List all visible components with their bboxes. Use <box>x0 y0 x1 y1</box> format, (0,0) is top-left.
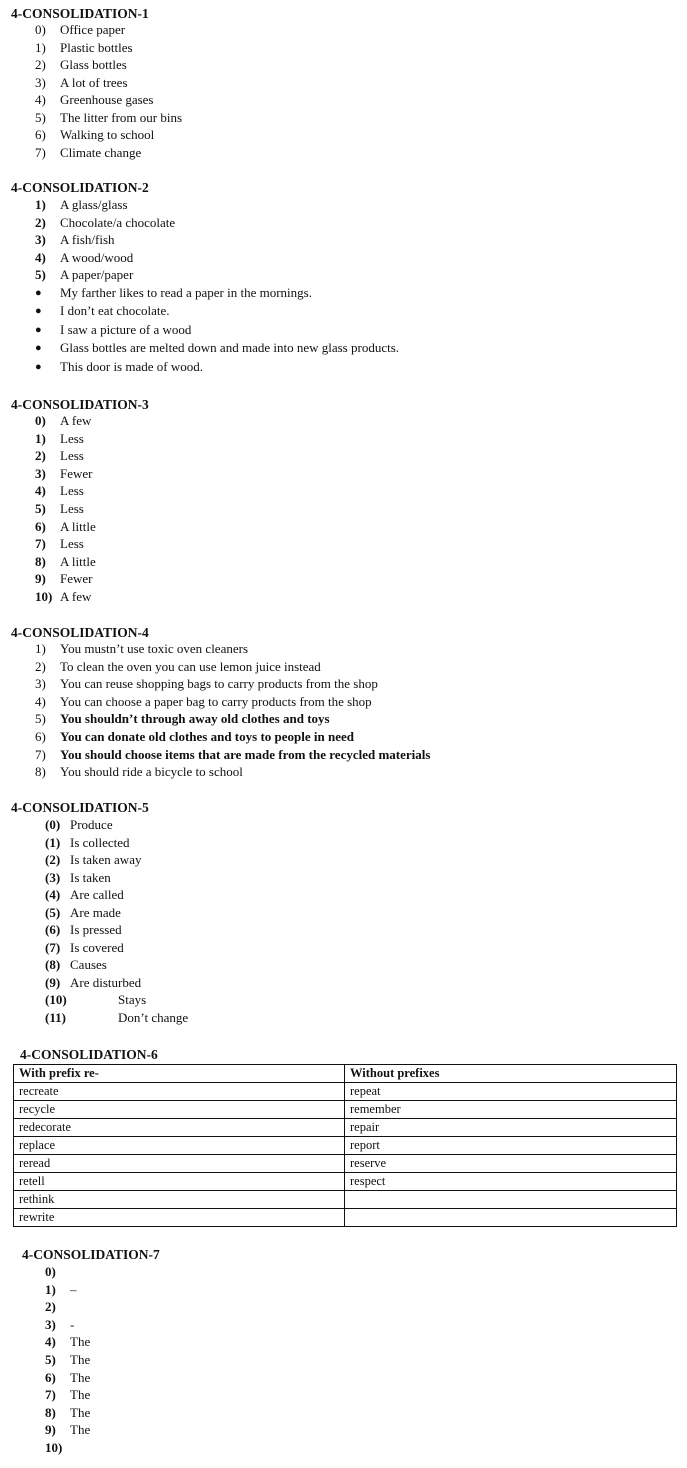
item-text: Greenhouse gases <box>60 92 154 107</box>
section-5-heading: 4-CONSOLIDATION-5 <box>11 800 149 815</box>
table-row <box>14 1191 677 1209</box>
table-cell <box>345 1209 677 1227</box>
item-number: 1) <box>35 430 46 446</box>
item-number: 4) <box>45 1334 56 1350</box>
item-number: (11) <box>45 1009 66 1025</box>
item-text: You should choose items that are made from the recycled materials <box>60 746 431 762</box>
item-number: (8) <box>45 957 61 972</box>
item-text: Less <box>60 536 84 552</box>
item-text: Stays <box>118 992 147 1007</box>
item-number: (0) <box>45 817 61 832</box>
table-row <box>14 1173 677 1191</box>
item-text: You shouldn’t through away old clothes and toys <box>60 711 330 727</box>
section-6-heading: 4-CONSOLIDATION-6 <box>20 1047 158 1062</box>
item-text: Less <box>60 430 84 446</box>
item-number: 9) <box>35 571 46 587</box>
item-text: Climate change <box>60 144 142 160</box>
table-cell: respect <box>345 1173 677 1191</box>
bullet-icon: ● <box>35 360 42 373</box>
table-row <box>14 1083 677 1101</box>
item-text: The <box>70 1334 91 1350</box>
item-text: The <box>70 1404 91 1420</box>
item-number: 1) <box>35 197 46 212</box>
item-number: (9) <box>45 974 61 990</box>
table-row <box>14 1119 677 1137</box>
item-text: The <box>70 1352 91 1367</box>
bullet-text: I saw a picture of a wood <box>60 321 192 337</box>
table-cell: report <box>345 1137 677 1155</box>
bullet-text: Glass bottles are melted down and made into new glass products. <box>60 340 400 356</box>
item-text: You should ride a bicycle to school <box>60 764 243 780</box>
bullet-icon: ● <box>35 323 42 336</box>
item-number: 4) <box>35 693 46 709</box>
item-text: Less <box>60 448 84 464</box>
item-number: 5) <box>45 1352 56 1367</box>
item-number: (2) <box>45 852 61 867</box>
item-number: (5) <box>45 904 61 920</box>
item-text: The litter from our bins <box>60 109 183 125</box>
bullet-text: My farther likes to read a paper in the mornings. <box>60 285 312 300</box>
item-text: Chocolate/a chocolate <box>60 214 176 230</box>
item-number: 7) <box>35 746 46 762</box>
table-cell: reserve <box>345 1155 677 1173</box>
item-number: 6) <box>45 1369 56 1385</box>
column-header-with-prefix: With prefix re- <box>14 1065 345 1083</box>
item-text: A wood/wood <box>60 249 134 265</box>
item-number: (1) <box>45 834 61 850</box>
item-number: 4) <box>35 249 46 265</box>
table-row <box>14 1209 677 1227</box>
item-text: Is pressed <box>70 922 122 937</box>
item-number: 3) <box>35 465 46 481</box>
item-text: A glass/glass <box>60 197 128 212</box>
bullet-icon: ● <box>35 342 42 355</box>
item-text: You can choose a paper bag to carry products from the shop <box>60 693 372 709</box>
table-cell: retell <box>14 1173 345 1191</box>
item-text: Walking to school <box>60 127 155 142</box>
bullet-icon: ● <box>35 305 42 318</box>
item-text: Plastic bottles <box>60 39 133 55</box>
item-text: The <box>70 1369 91 1385</box>
section-3-heading: 4-CONSOLIDATION-3 <box>11 397 149 412</box>
item-number: 3) <box>45 1316 56 1332</box>
prefix-table <box>13 1064 677 1227</box>
item-number: 2) <box>35 658 46 674</box>
section-7-heading: 4-CONSOLIDATION-7 <box>22 1247 160 1262</box>
item-text: Is taken <box>70 869 111 885</box>
item-number: (10) <box>45 992 67 1007</box>
item-number: 0) <box>45 1264 56 1279</box>
item-number: 3) <box>35 74 46 90</box>
item-number: 4) <box>35 483 46 499</box>
table-cell: recreate <box>14 1083 345 1101</box>
item-text: A few <box>60 589 92 604</box>
item-number: (6) <box>45 922 61 937</box>
table-cell: remember <box>345 1101 677 1119</box>
item-number: 8) <box>35 764 46 780</box>
item-text: A few <box>60 413 92 428</box>
item-text: Fewer <box>60 465 93 481</box>
item-text: Produce <box>70 817 113 832</box>
item-text: Are called <box>70 887 124 902</box>
item-text: You mustn’t use toxic oven cleaners <box>60 641 248 656</box>
item-text: Are disturbed <box>70 974 142 990</box>
item-text: Is taken away <box>70 852 142 867</box>
item-text: The <box>70 1387 91 1403</box>
item-number: 9) <box>45 1422 56 1438</box>
item-text: A paper/paper <box>60 267 134 282</box>
item-number: 5) <box>35 711 46 727</box>
section-4-heading: 4-CONSOLIDATION-4 <box>11 625 149 640</box>
item-number: 6) <box>35 127 46 142</box>
item-number: 8) <box>45 1404 56 1420</box>
item-number: 3) <box>35 232 46 247</box>
table-cell: replace <box>14 1137 345 1155</box>
column-header-without-prefix: Without prefixes <box>345 1065 677 1083</box>
item-text: Don’t change <box>118 1009 189 1025</box>
item-number: 4) <box>35 92 46 107</box>
item-text: A little <box>60 518 96 534</box>
item-number: 1) <box>35 39 46 55</box>
bullet-icon: ● <box>35 287 42 299</box>
item-text: You can reuse shopping bags to carry products from the shop <box>60 676 378 692</box>
item-number: 7) <box>35 536 46 552</box>
table-cell: recycle <box>14 1101 345 1119</box>
item-text: Fewer <box>60 571 93 587</box>
table-cell: rewrite <box>14 1209 345 1227</box>
item-number: 0) <box>35 413 46 428</box>
item-number: 10) <box>45 1440 63 1455</box>
table-cell: rethink <box>14 1191 345 1209</box>
item-text: Less <box>60 501 84 516</box>
item-text: Causes <box>70 957 107 972</box>
item-text: A fish/fish <box>60 232 115 247</box>
item-number: 1) <box>35 641 46 656</box>
item-number: 5) <box>35 109 46 125</box>
item-number: 5) <box>35 267 46 282</box>
item-number: 2) <box>35 214 46 230</box>
item-number: 6) <box>35 729 46 744</box>
item-text: Office paper <box>60 22 126 37</box>
table-row <box>14 1155 677 1173</box>
item-number: 3) <box>35 676 46 692</box>
item-text: Glass bottles <box>60 57 127 72</box>
item-number: 10) <box>35 589 53 604</box>
table-cell: reread <box>14 1155 345 1173</box>
table-row <box>14 1101 677 1119</box>
item-number: (7) <box>45 939 61 955</box>
bullet-text: This door is made of wood. <box>60 358 203 374</box>
item-text: You can donate old clothes and toys to people in need <box>60 729 354 744</box>
table-cell <box>345 1191 677 1209</box>
item-text: A little <box>60 553 96 569</box>
item-number: 2) <box>35 448 46 464</box>
section-2-heading: 4-CONSOLIDATION-2 <box>11 180 149 195</box>
table-cell: redecorate <box>14 1119 345 1137</box>
item-number: 7) <box>45 1387 56 1403</box>
item-number: 7) <box>35 144 46 160</box>
item-number: 8) <box>35 553 46 569</box>
item-text: To clean the oven you can use lemon juice instead <box>60 658 321 674</box>
table-row <box>14 1137 677 1155</box>
item-text: Is covered <box>70 939 124 955</box>
item-number: (4) <box>45 887 61 902</box>
table-cell: repeat <box>345 1083 677 1101</box>
prefix-table-header-row <box>14 1065 677 1083</box>
table-cell: repair <box>345 1119 677 1137</box>
item-text: - <box>70 1316 75 1332</box>
item-number: 6) <box>35 518 46 534</box>
item-number: 0) <box>35 22 46 37</box>
bullet-text: I don’t eat chocolate. <box>60 303 170 319</box>
item-number: 5) <box>35 501 46 516</box>
item-number: 2) <box>45 1299 56 1315</box>
item-text: – <box>70 1281 77 1297</box>
section-1-heading: 4-CONSOLIDATION-1 <box>11 6 149 21</box>
item-number: 2) <box>35 57 46 72</box>
item-text: A lot of trees <box>60 74 128 90</box>
item-number: 1) <box>45 1281 56 1297</box>
item-number: (3) <box>45 869 61 885</box>
item-text: Are made <box>70 904 121 920</box>
item-text: The <box>70 1422 91 1438</box>
item-text: Is collected <box>70 834 130 850</box>
item-text: Less <box>60 483 84 499</box>
